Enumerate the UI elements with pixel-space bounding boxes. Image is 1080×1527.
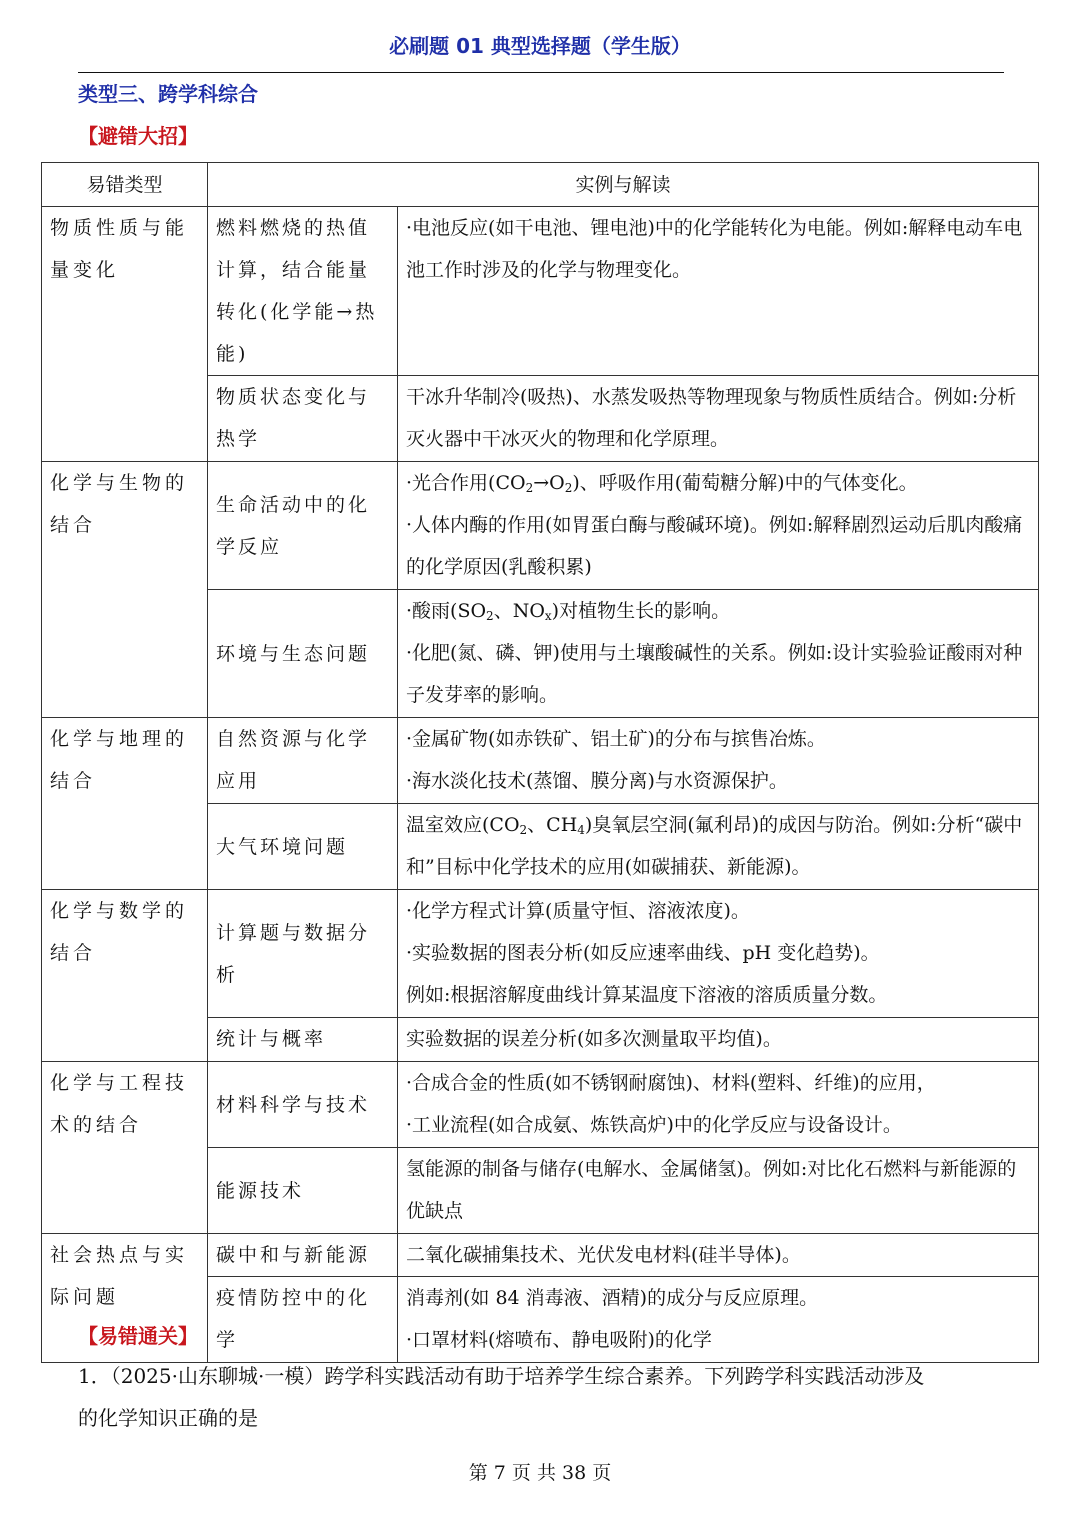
description-line: 温室效应($CO_2$、$CH_4$)臭氧层空洞(氟利昂)的成因与防治。例如:分析“碳中和”目标中化学技术的应用(如碳捕获、新能源)。 bbox=[406, 814, 1023, 878]
category-cell: 化学与地理的结合 bbox=[42, 718, 208, 890]
description-cell bbox=[398, 890, 1039, 1018]
subtype-cell: 大气环境问题 bbox=[208, 804, 398, 890]
description-line: 消毒剂(如 84 消毒液、酒精)的成分与反应原理。 bbox=[406, 1287, 819, 1309]
header-rule bbox=[78, 72, 1004, 73]
description-cell bbox=[398, 1062, 1039, 1148]
description-line: ·光合作用$(CO_2\to O_2)$、呼吸作用(葡萄糖分解)中的气体变化。 bbox=[406, 472, 918, 495]
subtype-cell: 能源技术 bbox=[208, 1148, 398, 1234]
subtype-cell: 自然资源与化学应用 bbox=[208, 718, 398, 804]
description-cell bbox=[398, 718, 1039, 804]
page-number: 第 7 页 共 38 页 bbox=[468, 1462, 612, 1484]
description-line: ·电池反应(如干电池、锂电池)中的化学能转化为电能。例如:解释电动车电池工作时涉及的化学与物理变化。 bbox=[406, 217, 1023, 281]
subtype-cell: 生命活动中的化学反应 bbox=[208, 462, 398, 590]
description-cell bbox=[398, 1277, 1039, 1363]
page-header-title: 必刷题 01 典型选择题（学生版） bbox=[389, 34, 691, 58]
table-row bbox=[42, 462, 1039, 590]
description-cell bbox=[398, 207, 1039, 376]
description-cell bbox=[398, 804, 1039, 890]
subtype-cell: 计算题与数据分析 bbox=[208, 890, 398, 1018]
question-number: 1． bbox=[78, 1364, 111, 1388]
description-line: 氢能源的制备与储存(电解水、金属储氢)。例如:对比化石燃料与新能源的优缺点 bbox=[406, 1158, 1017, 1222]
table-row bbox=[42, 1062, 1039, 1148]
header-type: 易错类型 bbox=[42, 163, 208, 207]
subtype-cell: 疫情防控中的化学 bbox=[208, 1277, 398, 1363]
description-cell bbox=[398, 1234, 1039, 1277]
description-line: ·实验数据的图表分析(如反应速率曲线、pH 变化趋势)。 bbox=[406, 942, 880, 964]
question-line-2: 的化学知识正确的是 bbox=[78, 1406, 258, 1430]
subtype-cell: 统计与概率 bbox=[208, 1018, 398, 1062]
description-line: ·口罩材料(熔喷布、静电吸附)的化学 bbox=[406, 1329, 712, 1351]
description-line: ·化学方程式计算(质量守恒、溶液浓度)。 bbox=[406, 900, 750, 922]
subtype-cell: 碳中和与新能源 bbox=[208, 1234, 398, 1277]
category-cell: 化学与数学的结合 bbox=[42, 890, 208, 1062]
subtype-cell: 燃料燃烧的热值计算，结合能量转化(化学能→热能) bbox=[208, 207, 398, 376]
section-title: 类型三、跨学科综合 bbox=[78, 82, 258, 106]
description-cell bbox=[398, 1148, 1039, 1234]
category-cell: 化学与工程技术的结合 bbox=[42, 1062, 208, 1234]
description-line: ·工业流程(如合成氨、炼铁高炉)中的化学反应与设备设计。 bbox=[406, 1114, 902, 1136]
header-example: 实例与解读 bbox=[208, 163, 1039, 207]
description-line: ·合成合金的性质(如不锈钢耐腐蚀)、材料(塑料、纤维)的应用， bbox=[406, 1072, 936, 1094]
question-line-1 bbox=[78, 1355, 1008, 1397]
category-cell: 化学与生物的结合 bbox=[42, 462, 208, 718]
description-line: ·海水淡化技术(蒸馏、膜分离)与水资源保护。 bbox=[406, 770, 788, 792]
table-header-row bbox=[42, 163, 1039, 207]
subtype-cell: 材料科学与技术 bbox=[208, 1062, 398, 1148]
subtype-cell: 环境与生态问题 bbox=[208, 590, 398, 718]
description-line: 实验数据的误差分析(如多次测量取平均值)。 bbox=[406, 1028, 782, 1050]
error-types-table bbox=[41, 162, 1039, 1363]
table-row bbox=[42, 207, 1039, 376]
description-cell bbox=[398, 1018, 1039, 1062]
table-row bbox=[42, 1234, 1039, 1277]
practice-label: 【易错通关】 bbox=[78, 1324, 198, 1348]
description-line: ·酸雨($SO_2$、$NO_x$)对植物生长的影响。 bbox=[406, 600, 731, 623]
description-line: ·人体内酶的作用(如胃蛋白酶与酸碱环境)。例如:解释剧烈运动后肌肉酸痛的化学原因(乳酸积累) bbox=[406, 514, 1023, 578]
question-text-1: （2025·山东聊城·一模）跨学科实践活动有助于培养学生综合素养。下列跨学科实践活动涉及 bbox=[110, 1364, 925, 1388]
description-line: ·金属矿物(如赤铁矿、铝土矿)的分布与摈售冶炼。 bbox=[406, 728, 826, 750]
description-line: 例如:根据溶解度曲线计算某温度下溶液的溶质质量分数。 bbox=[406, 984, 888, 1006]
subtype-cell: 物质状态变化与热学 bbox=[208, 376, 398, 462]
description-cell bbox=[398, 590, 1039, 718]
category-cell: 社会热点与实际问题 bbox=[42, 1234, 208, 1363]
description-cell bbox=[398, 462, 1039, 590]
description-line: ·化肥(氮、磷、钾)使用与土壤酸碱性的关系。例如:设计实验验证酸雨对种子发芽率的影响。 bbox=[406, 642, 1023, 706]
description-cell bbox=[398, 376, 1039, 462]
description-line: 干冰升华制冷(吸热)、水蒸发吸热等物理现象与物质性质结合。例如:分析灭火器中干冰灭火的物理和化学原理。 bbox=[406, 386, 1017, 450]
category-cell: 物质性质与能量变化 bbox=[42, 207, 208, 462]
description-line: 二氧化碳捕集技术、光伏发电材料(硅半导体)。 bbox=[406, 1244, 801, 1266]
question-1 bbox=[78, 1355, 1008, 1439]
tips-label: 【避错大招】 bbox=[78, 124, 198, 148]
table-row bbox=[42, 718, 1039, 804]
table-row bbox=[42, 890, 1039, 1018]
